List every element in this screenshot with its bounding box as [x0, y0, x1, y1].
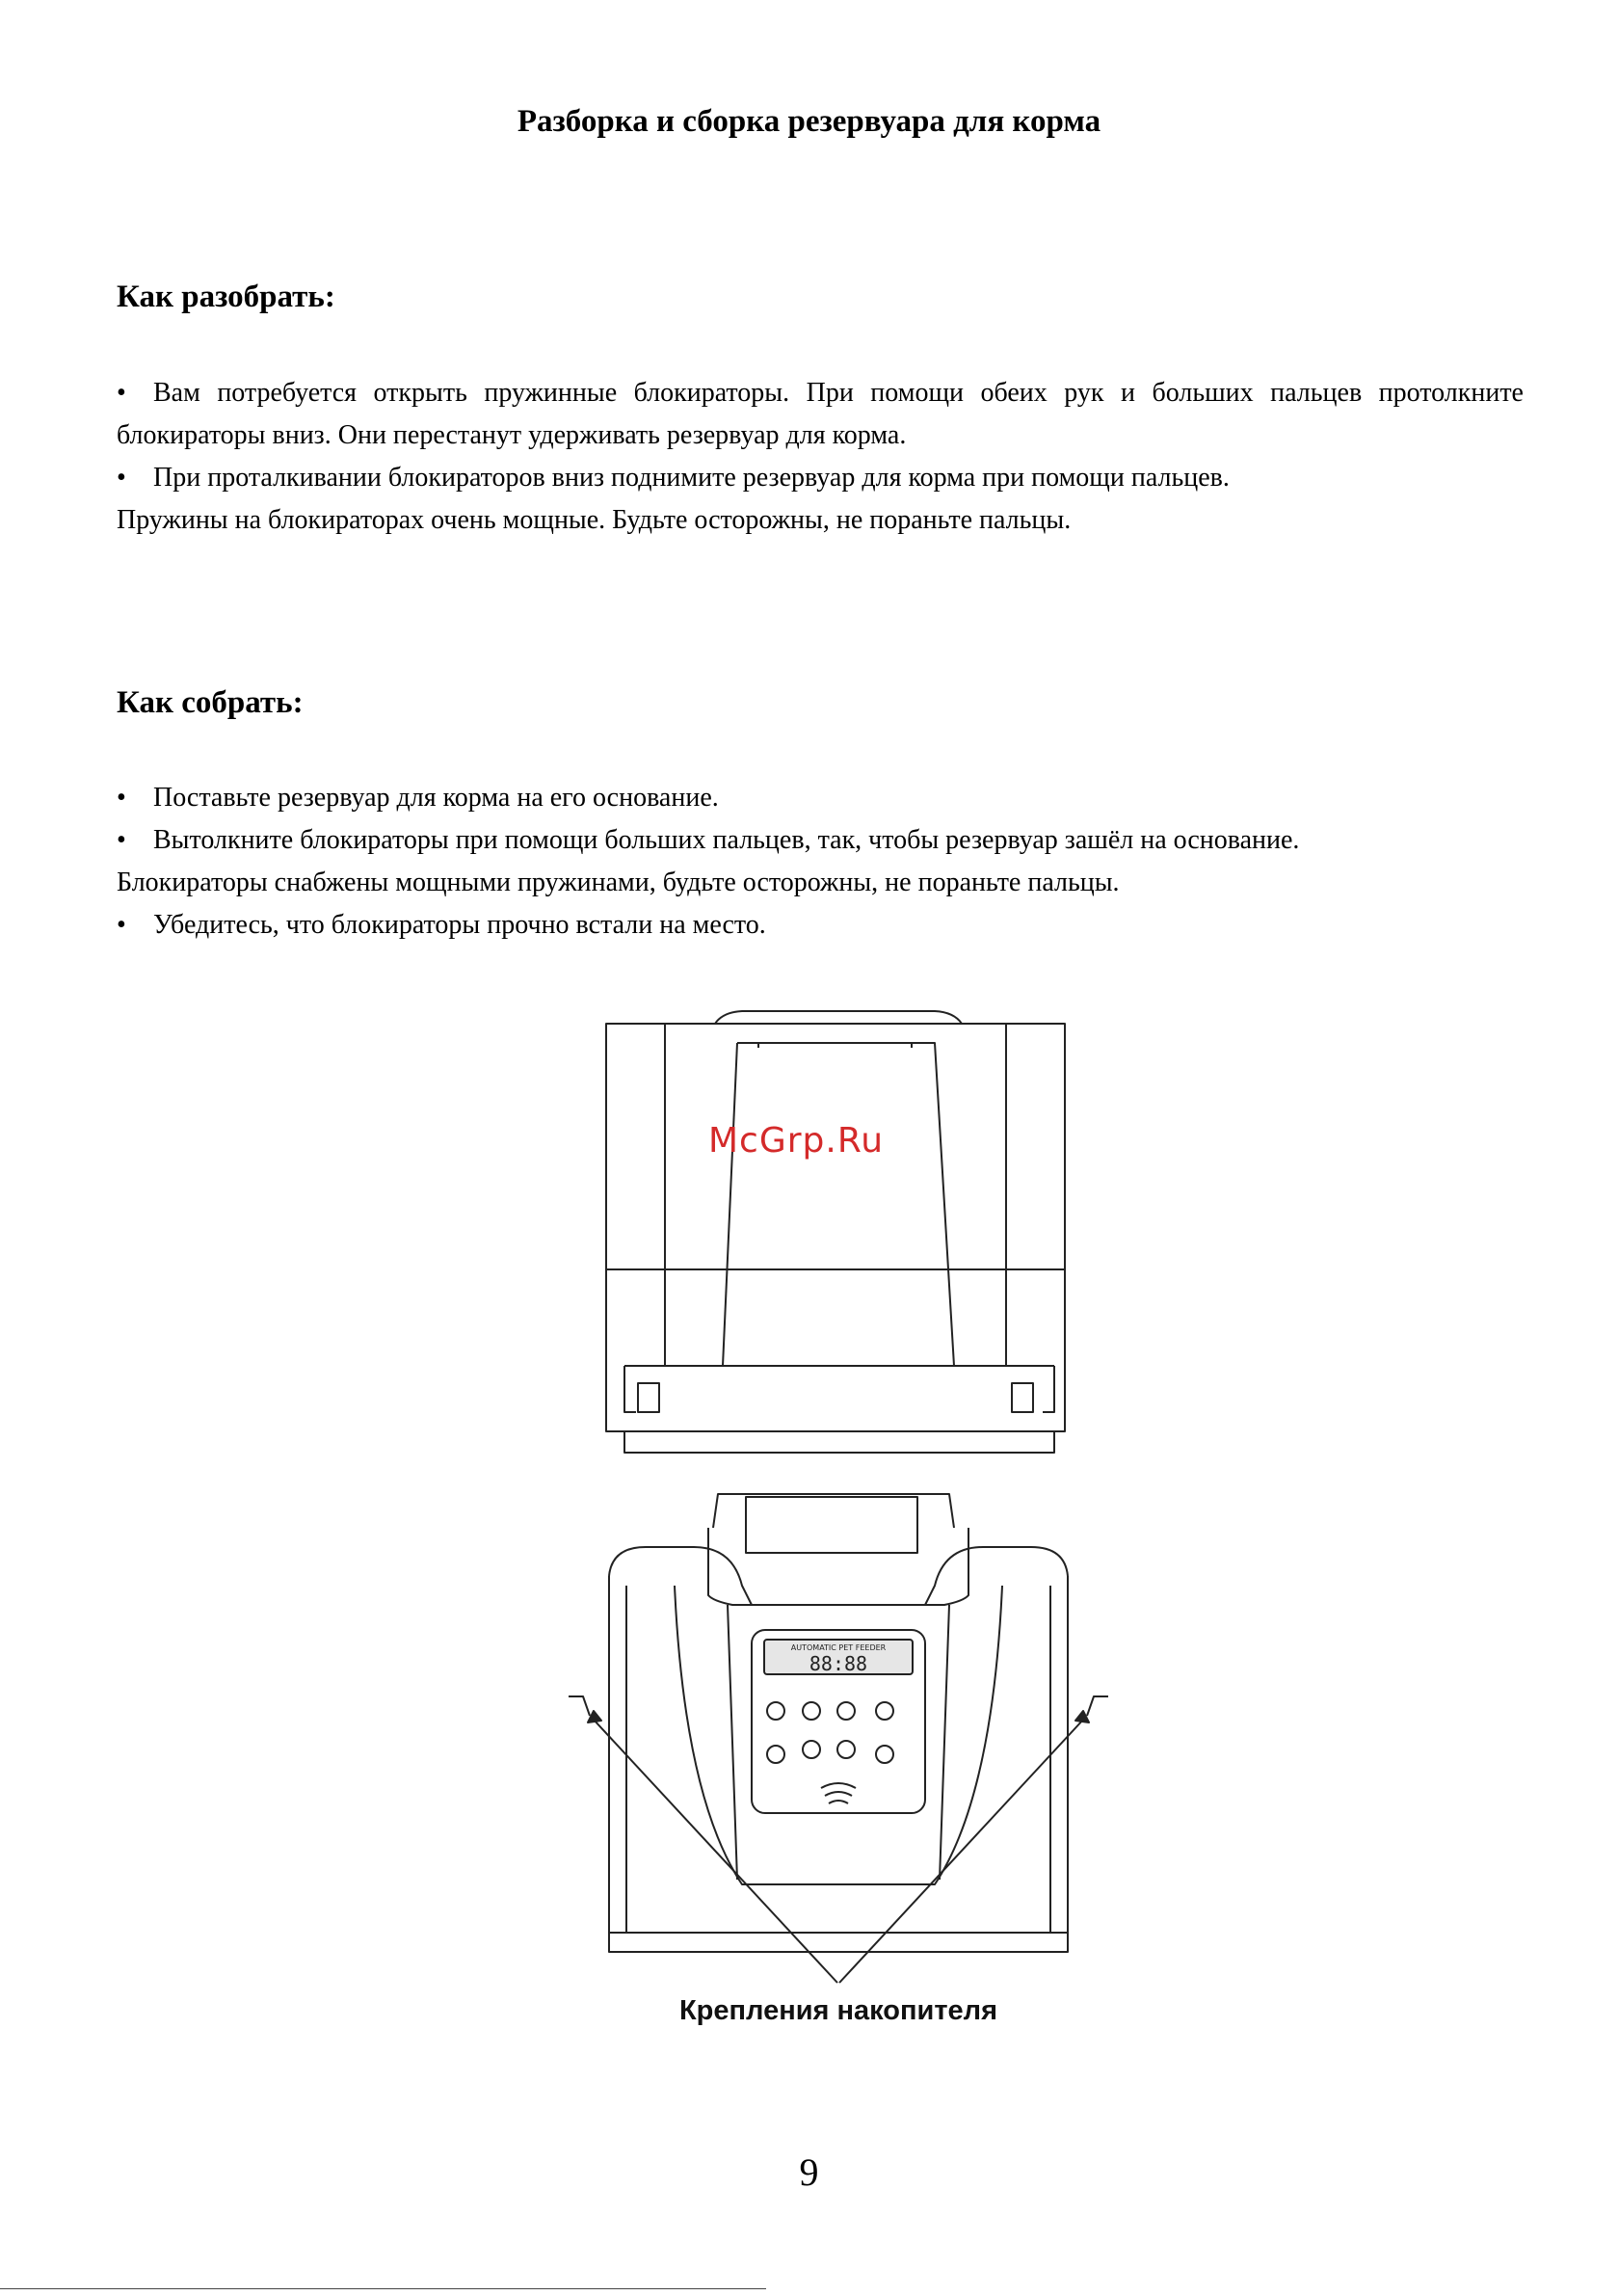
disassemble-step-1: [117, 372, 1524, 457]
bullet: •: [117, 783, 126, 813]
device-display: 88:88: [809, 1652, 868, 1675]
page-number: 9: [799, 2150, 819, 2194]
bullet: •: [117, 825, 126, 855]
figure-caption: Крепления накопителя: [678, 1995, 998, 2026]
food-reservoir-drawing: [606, 1011, 1065, 1453]
feeder-base-drawing: [569, 1494, 1108, 1983]
disassemble-step-2: [117, 457, 1524, 499]
feeder-diagram: [540, 1007, 1137, 2039]
assemble-step-1: [117, 777, 1524, 819]
bottom-divider: [0, 2288, 766, 2289]
disassemble-step-2-text: При проталкивании блокираторов вниз поднимите резервуар для корма при помощи пальцев.: [153, 463, 1230, 493]
feeder-diagram-drawing: [540, 1007, 1137, 2039]
bullet: •: [117, 378, 126, 408]
device-label: AUTOMATIC PET FEEDER: [790, 1643, 887, 1652]
bullet: •: [117, 910, 126, 940]
assemble-step-2: [117, 819, 1524, 862]
assemble-step-3-text: Убедитесь, что блокираторы прочно встали на место.: [153, 910, 766, 940]
disassemble-warning: Пружины на блокираторах очень мощные. Будьте осторожны, не пораньте пальцы.: [117, 505, 1072, 535]
page-title: Разборка и сборка резервуара для корма: [517, 104, 1101, 139]
section-heading-assemble: Как собрать:: [117, 685, 304, 720]
assemble-warning: Блокираторы снабжены мощными пружинами, будьте осторожны, не пораньте пальцы.: [117, 868, 1120, 897]
watermark: McGrp.Ru: [708, 1121, 885, 1161]
bullet: •: [117, 463, 126, 493]
disassemble-step-1-text: Вам потребуется открыть пружинные блокираторы. При помощи обеих рук и больших пальцев протолкните блокираторы вниз. Они перестанут удерживать резервуар для корма.: [117, 378, 1524, 450]
section-heading-disassemble: Как разобрать:: [117, 280, 335, 314]
assemble-step-2-text: Вытолкните блокираторы при помощи больших пальцев, так, чтобы резервуар зашёл на основание.: [153, 825, 1300, 855]
assemble-step-1-text: Поставьте резервуар для корма на его основание.: [153, 783, 719, 813]
assemble-step-3: [117, 904, 1524, 947]
